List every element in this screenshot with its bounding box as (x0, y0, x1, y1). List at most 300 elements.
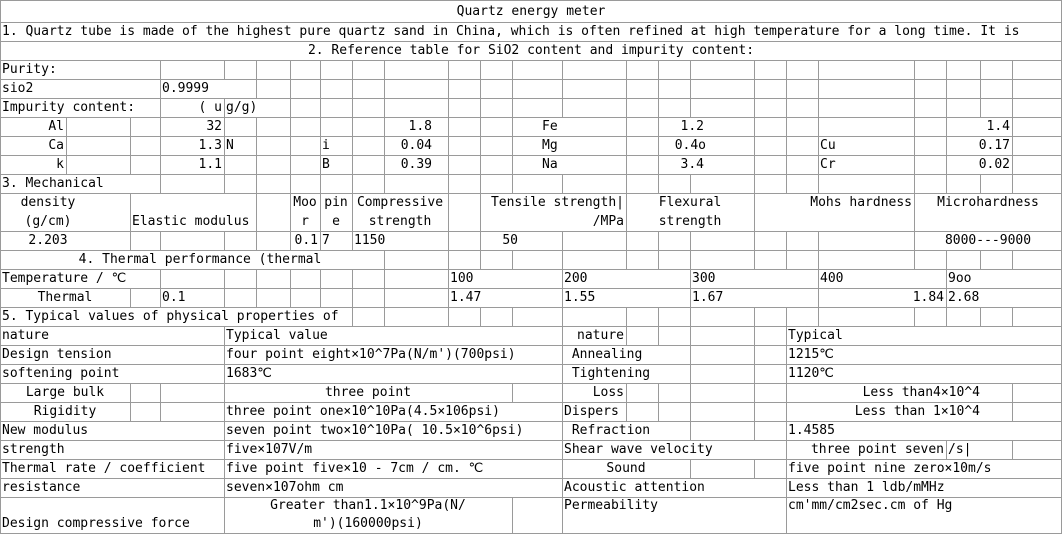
grid-line (562, 250, 563, 269)
grid-line (626, 136, 627, 155)
table-cell[interactable]: Tensile strength| /MPa (490, 195, 624, 229)
grid-line (480, 60, 481, 79)
grid-line (914, 79, 915, 98)
table-cell[interactable]: Large bulk (25, 385, 105, 400)
grid-line (786, 307, 787, 326)
table-cell[interactable]: Flexural strength (658, 195, 722, 229)
grid-line (352, 269, 353, 288)
table-cell[interactable]: 0.9999 (162, 81, 209, 96)
table-cell[interactable]: five point nine zero×10m/s (788, 461, 992, 476)
grid-line (818, 250, 819, 269)
table-cell[interactable]: Refraction (564, 423, 651, 438)
grid-line (754, 155, 755, 174)
table-cell[interactable]: 1.67 (692, 290, 724, 305)
grid-line (786, 174, 787, 193)
grid-line (160, 174, 161, 193)
grid-line (786, 98, 787, 117)
table-cell[interactable]: 1.55 (564, 290, 596, 305)
grid-line (320, 79, 321, 98)
grid-line (658, 79, 659, 98)
grid-line (320, 117, 321, 136)
table-cell[interactable]: 1.4 (986, 119, 1010, 134)
table-cell[interactable]: 1.8 (408, 119, 432, 134)
grid-line (754, 98, 755, 117)
table-cell[interactable]: 1120℃ (788, 366, 834, 381)
grid-line (1012, 79, 1013, 98)
grid-line (754, 383, 755, 402)
grid-line (914, 174, 915, 193)
table-cell[interactable]: 0.4o (674, 138, 706, 153)
table-cell[interactable]: Greater than1.1×10^9Pa(N/ m')(160000psi) (270, 498, 466, 531)
grid-line (290, 117, 291, 136)
table-cell[interactable]: nature (2, 328, 49, 343)
grid-line (160, 269, 161, 288)
grid-line (66, 136, 67, 155)
grid-line (256, 136, 257, 155)
grid-line (690, 174, 691, 193)
grid-line (786, 155, 787, 174)
grid-line (786, 117, 787, 136)
grid-line (754, 117, 755, 136)
grid-line (448, 174, 449, 193)
grid-line (946, 136, 947, 155)
table-cell[interactable]: Tightening (564, 366, 651, 381)
grid-line (754, 402, 755, 421)
grid-line (256, 117, 257, 136)
table-cell[interactable]: Less than 1×10^4 (854, 404, 980, 419)
grid-line (384, 174, 385, 193)
grid-line (626, 402, 627, 421)
grid-line (690, 326, 691, 345)
grid-line (290, 136, 291, 155)
grid-line (658, 174, 659, 193)
grid-line (786, 60, 787, 79)
grid-line (658, 307, 659, 326)
grid-line (914, 60, 915, 79)
grid-line (448, 155, 449, 174)
grid-line (626, 174, 627, 193)
grid-line (224, 117, 225, 136)
grid-line (914, 98, 915, 117)
grid-line (1012, 250, 1013, 269)
table-cell[interactable]: 1.84 (912, 290, 944, 305)
grid-line (690, 345, 691, 364)
grid-line (658, 250, 659, 269)
grid-line (512, 117, 513, 136)
grid-line (130, 136, 131, 155)
grid-line (786, 231, 787, 250)
grid-line (224, 155, 225, 174)
grid-line (256, 269, 257, 288)
grid-line (480, 307, 481, 326)
grid-line (448, 136, 449, 155)
grid-line (352, 288, 353, 307)
grid-line (562, 60, 563, 79)
grid-line (130, 117, 131, 136)
grid-line (914, 250, 915, 269)
table-cell[interactable]: 50 (502, 233, 518, 248)
table-cell[interactable]: 1. Quartz tube is made of the highest pure quartz sand in China, which is often refined at high temperature for a long time. It is (2, 24, 1020, 39)
table-cell[interactable]: 2.203 (28, 233, 68, 248)
grid-line (352, 98, 353, 117)
table-cell[interactable]: Loss (592, 385, 624, 400)
grid-line (480, 79, 481, 98)
table-cell[interactable]: 2. Reference table for SiO2 content and impurity content: (307, 43, 755, 58)
table-cell[interactable]: Impurity content: (2, 100, 136, 115)
grid-line (562, 174, 563, 193)
table-cell[interactable]: three point seven (810, 442, 944, 457)
table-cell[interactable]: resistance (2, 480, 81, 495)
grid-line (256, 288, 257, 307)
grid-line (980, 98, 981, 117)
grid-line (130, 155, 131, 174)
table-cell[interactable]: Purity: (2, 62, 57, 77)
grid-line (562, 231, 563, 250)
grid-line (384, 98, 385, 117)
grid-line (448, 117, 449, 136)
grid-line (1012, 136, 1013, 155)
table-cell[interactable]: i (322, 138, 330, 153)
grid-line (224, 231, 225, 250)
table-cell[interactable]: 0.1 (162, 290, 186, 305)
grid-line (290, 79, 291, 98)
grid-line (914, 136, 915, 155)
grid-line (946, 60, 947, 79)
table-cell[interactable]: 3. Mechanical (2, 176, 104, 191)
table-cell[interactable]: g/g) (226, 100, 258, 115)
table-cell[interactable]: 0.1 (294, 233, 318, 248)
table-cell[interactable]: density (g/cm) (20, 195, 76, 229)
table-cell[interactable]: five point five×10 - 7cm / cm. ℃ (226, 461, 484, 476)
table-cell[interactable]: 1150 (354, 233, 386, 248)
table-cell[interactable]: cm'mm/cm2sec.cm of Hg (788, 498, 953, 513)
table-cell[interactable]: 1.1 (198, 157, 222, 172)
grid-line (754, 459, 755, 478)
table-cell[interactable]: Acoustic attention (564, 480, 705, 495)
grid-line (384, 269, 385, 288)
table-cell[interactable]: Sound (606, 461, 646, 476)
table-cell[interactable]: ( u (198, 100, 222, 115)
grid-line (626, 383, 627, 402)
table-cell[interactable]: seven×107ohm cm (226, 480, 344, 495)
table-cell[interactable]: Dispers (564, 404, 619, 419)
grid-line (946, 117, 947, 136)
grid-line (224, 60, 225, 79)
table-cell[interactable]: Al (48, 119, 64, 134)
grid-line (256, 79, 257, 98)
grid-line (786, 79, 787, 98)
grid-line (658, 402, 659, 421)
grid-line (562, 98, 563, 117)
table-cell[interactable]: Fe (542, 119, 558, 134)
grid-line (352, 79, 353, 98)
grid-line (384, 307, 385, 326)
grid-line (352, 136, 353, 155)
table-cell[interactable]: sio2 (2, 81, 34, 96)
grid-line (786, 136, 787, 155)
grid-line (1012, 174, 1013, 193)
table-cell[interactable]: 200 (564, 271, 588, 286)
grid-line (626, 117, 627, 136)
grid-line (66, 155, 67, 174)
table-cell[interactable]: 1.4585 (788, 423, 835, 438)
table-cell[interactable]: Thermal (37, 290, 93, 305)
grid-line (1012, 440, 1013, 459)
table-cell[interactable]: Typical value (226, 328, 328, 343)
grid-line (480, 250, 481, 269)
grid-line (1012, 383, 1013, 402)
table-cell[interactable]: Typical (788, 328, 843, 343)
grid-line (512, 60, 513, 79)
grid-line (256, 60, 257, 79)
grid-line (512, 307, 513, 326)
grid-line (256, 155, 257, 174)
grid-line (658, 60, 659, 79)
grid-line (290, 155, 291, 174)
table-cell[interactable]: 400 (820, 271, 844, 286)
grid-line (658, 231, 659, 250)
table-cell[interactable]: 9oo (948, 271, 972, 286)
grid-line (352, 174, 353, 193)
grid-line (946, 250, 947, 269)
table-cell[interactable]: Annealing (564, 347, 643, 362)
grid-line (754, 364, 755, 383)
grid-line (224, 174, 225, 193)
grid-line (818, 174, 819, 193)
grid-line (980, 174, 981, 193)
grid-line (160, 60, 161, 79)
grid-line (512, 497, 513, 534)
table-cell[interactable]: k (56, 157, 64, 172)
grid-line (130, 288, 131, 307)
grid-line (658, 98, 659, 117)
grid-line (480, 98, 481, 117)
grid-line (224, 288, 225, 307)
grid-line (480, 155, 481, 174)
table-cell[interactable]: B (322, 157, 330, 172)
grid-line (690, 79, 691, 98)
table-cell[interactable]: nature (577, 328, 624, 343)
grid-line (130, 383, 131, 402)
table-cell[interactable]: N (226, 138, 234, 153)
grid-line (562, 79, 563, 98)
grid-line (626, 98, 627, 117)
grid-line (448, 231, 449, 250)
table-cell[interactable]: 1683℃ (226, 366, 272, 381)
table-cell[interactable]: Compressive strength (356, 195, 444, 229)
table-cell[interactable]: 32 (206, 119, 222, 134)
grid-line (754, 174, 755, 193)
grid-line (1012, 307, 1013, 326)
grid-line (690, 250, 691, 269)
grid-line (818, 307, 819, 326)
grid-line (690, 60, 691, 79)
grid-line (130, 231, 131, 250)
table-cell[interactable]: Na (542, 157, 558, 172)
grid-line (690, 307, 691, 326)
grid-line (1012, 98, 1013, 117)
table-cell[interactable]: Microhardness (937, 195, 1039, 210)
grid-line (946, 155, 947, 174)
grid-line (1012, 402, 1013, 421)
table-cell[interactable]: Cr (820, 157, 836, 172)
grid-line (256, 193, 257, 231)
table-cell[interactable]: 0.17 (978, 138, 1010, 153)
grid-line (980, 250, 981, 269)
table-cell[interactable]: Moo r (293, 195, 317, 229)
table-cell[interactable]: 2.68 (948, 290, 980, 305)
grid-line (754, 345, 755, 364)
grid-line (626, 231, 627, 250)
grid-line (512, 250, 513, 269)
grid-line (980, 60, 981, 79)
grid-line (384, 288, 385, 307)
grid-line (290, 269, 291, 288)
grid-line (290, 288, 291, 307)
table-cell[interactable]: 1.2 (680, 119, 704, 134)
table-cell[interactable]: three point (324, 385, 412, 400)
grid-line (352, 155, 353, 174)
grid-line (512, 174, 513, 193)
grid-line (1012, 117, 1013, 136)
grid-line (384, 60, 385, 79)
grid-line (66, 117, 67, 136)
grid-line (352, 307, 353, 326)
grid-line (818, 98, 819, 117)
grid-line (290, 174, 291, 193)
table-cell[interactable]: 300 (692, 271, 716, 286)
table-cell[interactable]: 8000---9000 (944, 233, 1032, 248)
grid-line (818, 117, 819, 136)
table-cell[interactable]: 0.39 (400, 157, 432, 172)
grid-line (658, 326, 659, 345)
grid-line (160, 231, 161, 250)
table-cell[interactable]: 100 (450, 271, 474, 286)
grid-line (384, 250, 385, 269)
table-cell[interactable]: 0.04 (400, 138, 432, 153)
grid-line (754, 307, 755, 326)
table-cell[interactable]: Quartz energy meter (456, 4, 606, 19)
table-cell[interactable]: strength (2, 442, 65, 457)
grid-line (946, 79, 947, 98)
grid-line (512, 383, 513, 402)
grid-line (754, 79, 755, 98)
table-cell[interactable]: 1215℃ (788, 347, 834, 362)
grid-line (320, 269, 321, 288)
grid-line (512, 98, 513, 117)
table-cell[interactable]: New modulus (2, 423, 89, 438)
table-cell[interactable]: Less than4×10^4 (862, 385, 980, 400)
table-cell[interactable]: Rigidity (33, 404, 97, 419)
grid-line (320, 98, 321, 117)
grid-line (320, 174, 321, 193)
grid-line (690, 231, 691, 250)
table-cell[interactable]: five×107V/m (226, 442, 313, 457)
table-cell[interactable]: /s| (948, 442, 972, 457)
grid-line (690, 459, 691, 478)
grid-line (290, 98, 291, 117)
table-cell[interactable]: Less than 1 ldb/mMHz (788, 480, 945, 495)
grid-line (0, 250, 1, 269)
table-cell[interactable]: Thermal rate / coefficient (2, 461, 206, 476)
grid-line (448, 98, 449, 117)
table-cell[interactable]: Design compressive force (2, 516, 190, 531)
grid-line (690, 421, 691, 440)
grid-line (754, 326, 755, 345)
table-cell[interactable]: Temperature / ℃ (2, 271, 127, 286)
grid-line (352, 117, 353, 136)
table-cell[interactable]: Shear wave velocity (564, 442, 713, 457)
table-cell[interactable]: Ca (48, 138, 64, 153)
grid-line (626, 250, 627, 269)
grid-line (160, 402, 161, 421)
table-cell[interactable]: 3.4 (680, 157, 704, 172)
table-cell[interactable]: three point one×10^10Pa(4.5×106psi) (226, 404, 500, 419)
grid-line (914, 155, 915, 174)
grid-line (946, 98, 947, 117)
table-cell[interactable]: 1.3 (198, 138, 222, 153)
table-cell[interactable]: 0.02 (978, 157, 1010, 172)
grid-line (914, 307, 915, 326)
grid-line (480, 136, 481, 155)
grid-line (512, 136, 513, 155)
table-cell[interactable]: Design tension (2, 347, 112, 362)
grid-line (512, 155, 513, 174)
grid-line (562, 307, 563, 326)
table-cell[interactable]: Permeability (564, 498, 658, 513)
grid-line (320, 288, 321, 307)
grid-line (786, 250, 787, 269)
grid-line (754, 250, 755, 269)
grid-line (320, 60, 321, 79)
grid-line (130, 402, 131, 421)
grid-line (256, 174, 257, 193)
table-cell[interactable]: 4. Thermal performance (thermal (78, 252, 322, 267)
table-cell[interactable]: seven point two×10^10Pa( 10.5×10^6psi) (226, 423, 524, 438)
grid-line (754, 231, 755, 250)
grid-line (818, 231, 819, 250)
table-cell[interactable]: 7 (322, 233, 330, 248)
grid-line (512, 79, 513, 98)
table-cell[interactable]: Mohs hardness (810, 195, 912, 210)
grid-line (480, 174, 481, 193)
grid-line (690, 402, 691, 421)
table-cell[interactable]: Elastic modulus (132, 214, 250, 229)
table-cell[interactable]: four point eight×10^7Pa(N/m')(700psi) (226, 347, 516, 362)
grid-line (754, 421, 755, 440)
grid-line (818, 60, 819, 79)
grid-line (448, 193, 449, 231)
table-cell[interactable]: Mg (542, 138, 558, 153)
grid-line (980, 307, 981, 326)
table-cell[interactable]: 1.47 (450, 290, 482, 305)
grid-line (626, 155, 627, 174)
grid-line (754, 136, 755, 155)
grid-line (290, 60, 291, 79)
grid-line (690, 98, 691, 117)
table-cell[interactable]: 5. Typical values of physical properties of (2, 309, 339, 324)
grid-line (448, 250, 449, 269)
grid-line (160, 383, 161, 402)
table-cell[interactable]: Cu (820, 138, 836, 153)
grid-line (224, 269, 225, 288)
table-cell[interactable]: softening point (2, 366, 120, 381)
grid-line (690, 383, 691, 402)
grid-line (626, 326, 627, 345)
grid-line (914, 117, 915, 136)
grid-line (352, 60, 353, 79)
table-cell[interactable]: pin e (324, 195, 348, 229)
